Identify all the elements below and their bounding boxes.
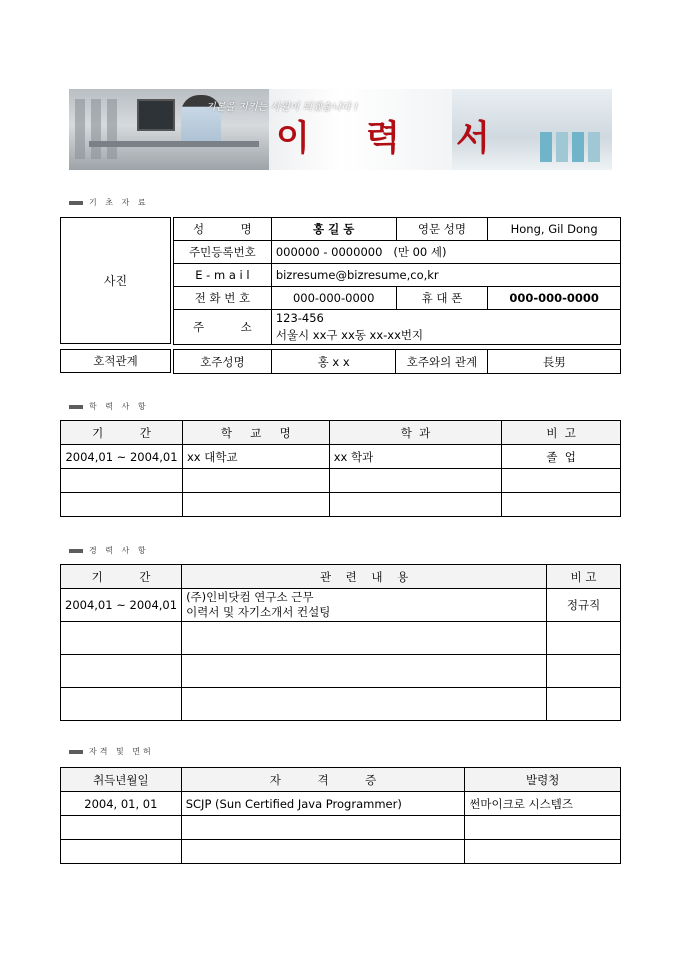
career-cell	[182, 655, 547, 688]
section-license-heading	[69, 746, 154, 757]
head-name-label: 호주성명	[174, 350, 272, 374]
page-title: 이 력 서	[276, 118, 512, 159]
license-header-date: 취득년월일	[61, 768, 182, 792]
license-header-cert: 자 격 증	[181, 768, 465, 792]
bullet-bar-icon	[69, 549, 83, 553]
banner-slogan: 기본을 지키는 사원이 되겠습니다 !	[206, 102, 358, 113]
name-label: 성 명	[174, 218, 272, 241]
career-cell	[547, 622, 621, 655]
email-label: E - m a i l	[174, 264, 272, 287]
table-row	[174, 350, 621, 374]
header-banner	[69, 89, 612, 170]
mobile-label: 휴 대 폰	[396, 287, 488, 310]
edu-cell: 졸 업	[502, 445, 621, 469]
table-row	[61, 655, 621, 688]
table-row	[174, 241, 621, 264]
phone-label: 전 화 번 호	[174, 287, 272, 310]
table-row	[61, 792, 621, 816]
career-content-line: 이력서 및 자기소개서 컨설팅	[186, 605, 331, 619]
edu-header-note: 비 고	[502, 421, 621, 445]
career-cell	[547, 688, 621, 721]
license-cell	[61, 840, 182, 864]
eng-name-value: Hong, Gil Dong	[488, 218, 621, 241]
table-row	[61, 688, 621, 721]
edu-cell	[329, 469, 502, 493]
career-table	[60, 564, 621, 721]
family-relation-box	[60, 349, 171, 373]
edu-header-major: 학 과	[329, 421, 502, 445]
edu-cell	[182, 493, 329, 517]
license-cell: 2004, 01, 01	[61, 792, 182, 816]
table-row	[174, 264, 621, 287]
section-basic-label: 기 초 자 료	[89, 198, 149, 207]
name-value: 홍 길 동	[271, 218, 396, 241]
license-cell: SCJP (Sun Certified Java Programmer)	[181, 792, 465, 816]
edu-cell	[61, 493, 183, 517]
table-row	[174, 218, 621, 241]
email-value: bizresume@bizresume,co,kr	[271, 264, 620, 287]
eng-name-label: 영문 성명	[396, 218, 488, 241]
section-career-heading	[69, 545, 149, 556]
rrn-value: 000000 - 0000000 (만 00 세)	[271, 241, 620, 264]
table-row	[174, 310, 621, 345]
phone-value: 000-000-0000	[271, 287, 396, 310]
career-header-period: 기 간	[61, 565, 182, 589]
photo-label: 사진	[103, 274, 128, 288]
license-header-issuer: 발령청	[465, 768, 621, 792]
license-cell	[61, 816, 182, 840]
section-education-label: 학 력 사 항	[89, 402, 149, 411]
career-cell	[61, 622, 182, 655]
career-cell	[182, 622, 547, 655]
career-cell	[182, 688, 547, 721]
edu-cell: 2004,01 ~ 2004,01	[61, 445, 183, 469]
edu-cell	[182, 469, 329, 493]
table-row	[61, 840, 621, 864]
career-cell	[61, 688, 182, 721]
section-career-label: 경 력 사 항	[89, 546, 149, 555]
section-license-label: 자격 및 면허	[89, 747, 154, 756]
table-row	[61, 589, 621, 622]
bullet-bar-icon	[69, 750, 83, 754]
career-header-note: 비 고	[547, 565, 621, 589]
table-row	[61, 469, 621, 493]
table-row	[61, 445, 621, 469]
education-table	[60, 420, 621, 517]
table-header-row	[61, 421, 621, 445]
career-cell	[547, 655, 621, 688]
head-rel-value: 長男	[488, 350, 621, 374]
section-education-heading	[69, 401, 149, 412]
monitor-graphic	[137, 99, 175, 131]
career-content-line: (주)인비닷컴 연구소 근무	[186, 590, 314, 604]
career-cell: 2004,01 ~ 2004,01	[61, 589, 182, 622]
table-header-row	[61, 565, 621, 589]
section-basic-heading	[69, 197, 149, 208]
address-label: 주 소	[174, 310, 272, 345]
head-rel-label: 호주와의 관계	[396, 350, 488, 374]
license-cell	[181, 840, 465, 864]
table-row	[61, 816, 621, 840]
edu-cell: xx 대학교	[182, 445, 329, 469]
edu-cell	[329, 493, 502, 517]
license-cell	[465, 840, 621, 864]
basic-info-table	[173, 217, 621, 345]
table-header-row	[61, 768, 621, 792]
photo-box	[60, 217, 171, 344]
license-cell: 썬마이크로 시스템즈	[465, 792, 621, 816]
address-value	[271, 310, 620, 345]
head-name-value: 홍 x x	[271, 350, 396, 374]
edu-header-period: 기 간	[61, 421, 183, 445]
license-cell	[465, 816, 621, 840]
rrn-label: 주민등록번호	[174, 241, 272, 264]
edu-cell	[61, 469, 183, 493]
career-header-content: 관 련 내 용	[182, 565, 547, 589]
license-table	[60, 767, 621, 864]
bullet-bar-icon	[69, 405, 83, 409]
address-street: 서울시 xx구 xx동 xx-xx번지	[275, 328, 424, 342]
bullet-bar-icon	[69, 201, 83, 205]
address-zip: 123-456	[275, 311, 324, 325]
family-table	[173, 349, 621, 374]
career-cell	[61, 655, 182, 688]
edu-header-school: 학 교 명	[182, 421, 329, 445]
edu-cell	[502, 469, 621, 493]
edu-cell: xx 학과	[329, 445, 502, 469]
edu-cell	[502, 493, 621, 517]
table-row	[61, 622, 621, 655]
career-cell: 정규직	[547, 589, 621, 622]
table-row	[61, 493, 621, 517]
table-row	[174, 287, 621, 310]
career-content-cell	[182, 589, 547, 622]
license-cell	[181, 816, 465, 840]
family-relation-label: 호적관계	[93, 354, 138, 368]
mobile-value: 000-000-0000	[488, 287, 621, 310]
